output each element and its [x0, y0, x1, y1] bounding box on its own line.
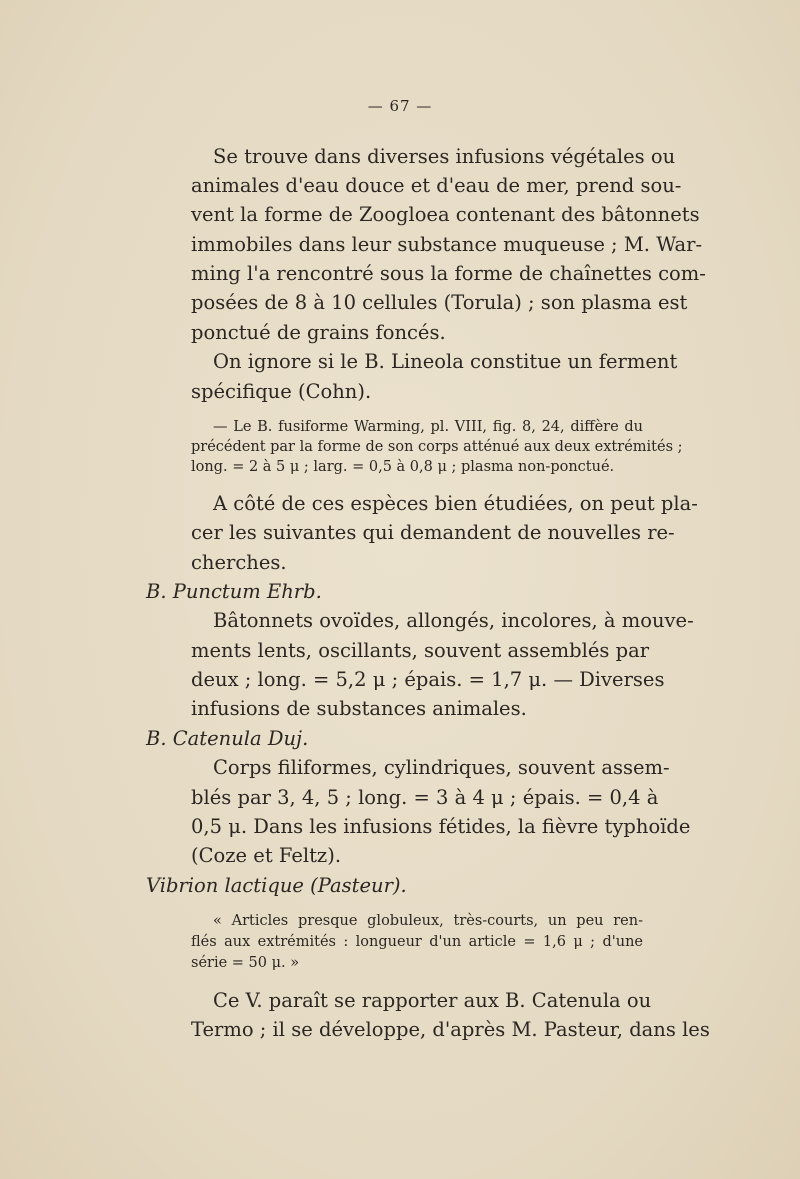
text-line: spécifique (Cohn).: [191, 380, 372, 403]
text-line: deux ; long. = 5,2 μ ; épais. = 1,7 μ. — Diverses: [191, 668, 665, 691]
species-heading-punctum: B. Punctum Ehrb.: [146, 580, 322, 603]
text-line: posées de 8 à 10 cellules (Torula) ; son plasma est: [191, 291, 688, 314]
species-heading-catenula: B. Catenula Duj.: [146, 727, 309, 750]
text-line: série = 50 μ. »: [191, 955, 300, 971]
text-line: infusions de substances animales.: [191, 697, 527, 720]
text-line: cer les suivantes qui demandent de nouvelles re-: [191, 521, 675, 544]
page-number: — 67 —: [367, 97, 433, 115]
text-line: 0,5 μ. Dans les infusions fétides, la fièvre typhoïde: [191, 815, 691, 838]
text-line: animales d'eau douce et d'eau de mer, prend sou-: [191, 174, 682, 197]
text-line: « Articles presque globuleux, très-courts, un peu ren-: [213, 913, 643, 929]
text-line: long. = 2 à 5 μ ; larg. = 0,5 à 0,8 μ ; plasma non-ponctué.: [191, 459, 615, 475]
text-line: (Coze et Feltz).: [191, 844, 342, 867]
text-line: Ce V. paraît se rapporter aux B. Catenula ou: [213, 989, 652, 1012]
text-line: vent la forme de Zoogloea contenant des bâtonnets: [191, 203, 700, 226]
text-line: Bâtonnets ovoïdes, allongés, incolores, à mouve-: [213, 609, 694, 632]
text-line: On ignore si le B. Lineola constitue un ferment: [213, 350, 678, 373]
text-line: immobiles dans leur substance muqueuse ; M. War-: [191, 233, 703, 256]
text-line: ments lents, oscillants, souvent assemblés par: [191, 639, 650, 662]
text-line: flés aux extrémités : longueur d'un article = 1,6 μ ; d'une: [191, 934, 643, 950]
text-line: blés par 3, 4, 5 ; long. = 3 à 4 μ ; épais. = 0,4 à: [191, 786, 659, 809]
text-line: Se trouve dans diverses infusions végétales ou: [213, 145, 676, 168]
text-line: Termo ; il se développe, d'après M. Pasteur, dans les: [191, 1018, 710, 1041]
text-line: précédent par la forme de son corps atténué aux deux extrémités ;: [191, 439, 683, 455]
text-line: cherches.: [191, 551, 287, 574]
text-line: Corps filiformes, cylindriques, souvent assem-: [213, 756, 670, 779]
text-line: ming l'a rencontré sous la forme de chaînettes com-: [191, 262, 706, 285]
text-line: — Le B. fusiforme Warming, pl. VIII, fig. 8, 24, diffère du: [213, 419, 643, 435]
species-heading-vibrion: Vibrion lactique (Pasteur).: [146, 874, 407, 897]
text-line: ponctué de grains foncés.: [191, 321, 446, 344]
text-line: A côté de ces espèces bien étudiées, on peut pla-: [213, 492, 698, 515]
